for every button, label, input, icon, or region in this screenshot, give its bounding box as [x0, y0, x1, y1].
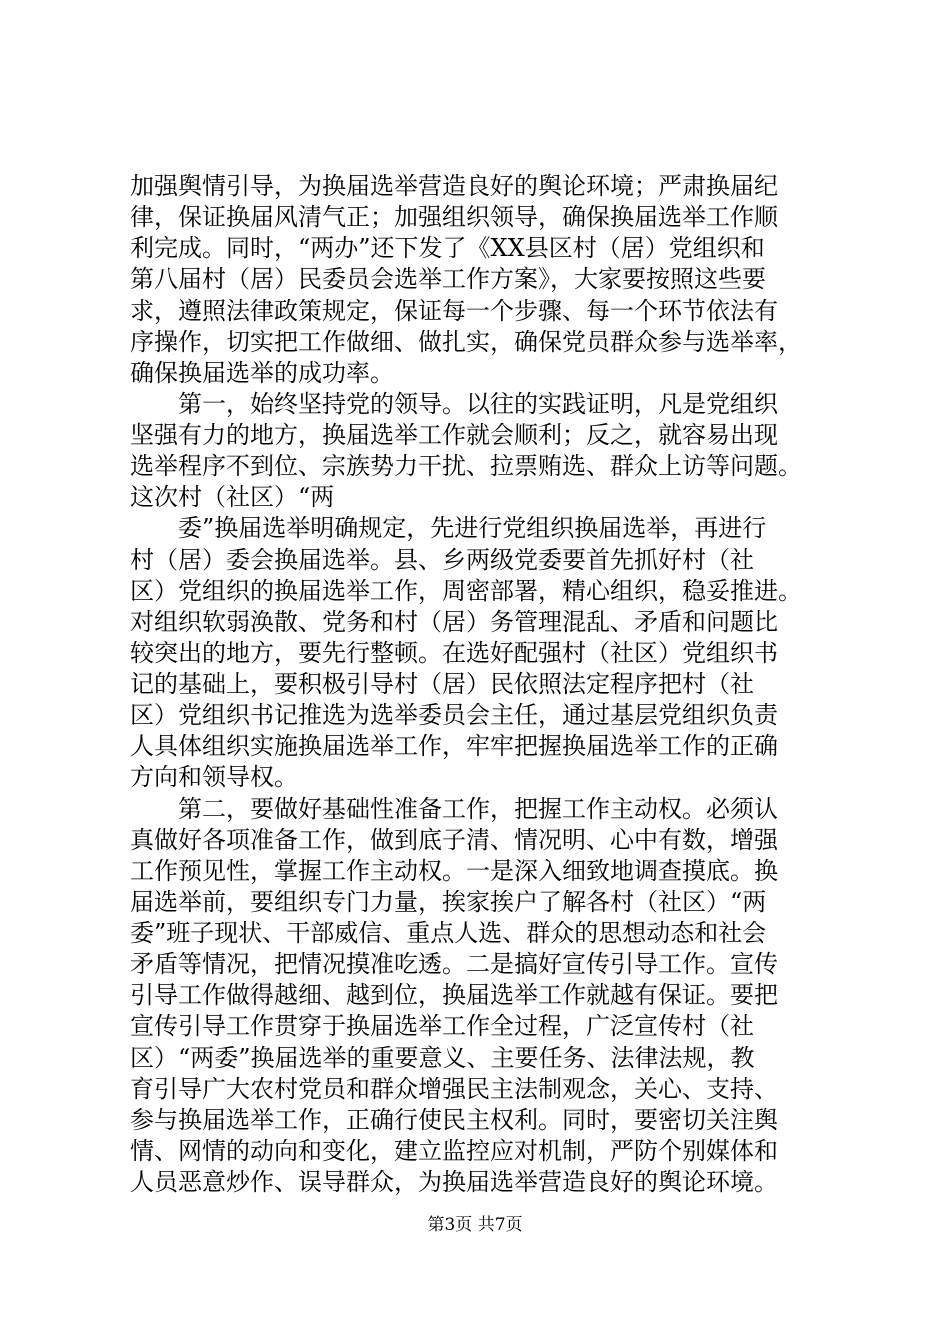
- body-text-line: 人员恶意炒作、误导群众，为换届选举营造良好的舆论环境。: [130, 1168, 778, 1196]
- body-text-line: 真做好各项准备工作，做到底子清、情况明、心中有数，增强: [130, 826, 778, 854]
- body-text-line: 区）党组织书记推选为选举委员会主任，通过基层党组织负责: [130, 701, 778, 729]
- page-number-footer: 第3页 共7页: [427, 1215, 523, 1235]
- body-text-line: 引导工作做得越细、越到位，换届选举工作就越有保证。要把: [130, 981, 778, 1009]
- body-text-line: 人具体组织实施换届选举工作，牢牢把握换届选举工作的正确: [130, 732, 778, 760]
- body-text-line: 第二，要做好基础性准备工作，把握工作主动权。必须认: [130, 795, 778, 823]
- body-text-line: 对组织软弱涣散、党务和村（居）务管理混乱、矛盾和问题比: [130, 608, 778, 636]
- body-text-line: 确保换届选举的成功率。: [130, 359, 394, 387]
- body-text-line: 育引导广大农村党员和群众增强民主法制观念，关心、支持、: [130, 1075, 778, 1103]
- body-text-line: 矛盾等情况，把情况摸准吃透。二是搞好宣传引导工作。宣传: [130, 950, 778, 978]
- body-text-line: 委”班子现状、干部威信、重点人选、群众的思想动态和社会: [130, 919, 767, 947]
- body-text-line: 利完成。同时，“两办”还下发了《XX县区村（居）党组织和: [130, 234, 765, 262]
- body-text-line: 序操作，切实把工作做细、做扎实，确保党员群众参与选举率，: [130, 328, 802, 356]
- body-text-line: 村（居）委会换届选举。县、乡两级党委要首先抓好村（社: [130, 546, 754, 574]
- body-text-line: 坚强有力的地方，换届选举工作就会顺利；反之，就容易出现: [130, 421, 778, 449]
- body-text-line: 工作预见性，掌握工作主动权。一是深入细致地调查摸底。换: [130, 857, 778, 885]
- body-text-line: 第一，始终坚持党的领导。以往的实践证明，凡是党组织: [130, 390, 778, 418]
- body-text-line: 律，保证换届风清气正；加强组织领导，确保换届选举工作顺: [130, 203, 778, 231]
- body-text-line: 第八届村（居）民委员会选举工作方案》，大家要按照这些要: [130, 265, 766, 293]
- body-text-line: 宣传引导工作贯穿于换届选举工作全过程，广泛宣传村（社: [130, 1012, 754, 1040]
- body-text-line: 较突出的地方，要先行整顿。在选好配强村（社区）党组织书: [130, 639, 778, 667]
- body-text-line: 参与换届选举工作，正确行使民主权利。同时，要密切关注舆: [130, 1106, 778, 1134]
- body-text-line: 加强舆情引导，为换届选举营造良好的舆论环境；严肃换届纪: [130, 172, 778, 200]
- body-text-line: 记的基础上，要积极引导村（居）民依照法定程序把村（社: [130, 670, 754, 698]
- body-text-line: 区）“两委”换届选举的重要意义、主要任务、法律法规，教: [130, 1044, 755, 1072]
- body-text-line: 这次村（社区）“两: [130, 483, 335, 511]
- body-text-line: 方向和领导权。: [130, 763, 298, 791]
- body-text-line: 选举程序不到位、宗族势力干扰、拉票贿选、群众上访等问题。: [130, 452, 802, 480]
- body-text-line: 求，遵照法律政策规定，保证每一个步骤、每一个环节依法有: [130, 297, 778, 325]
- body-text-line: 区）党组织的换届选举工作，周密部署，精心组织，稳妥推进。: [130, 577, 802, 605]
- body-text-line: 委”换届选举明确规定，先进行党组织换届选举，再进行: [130, 514, 767, 542]
- body-text-line: 情、网情的动向和变化，建立监控应对机制，严防个别媒体和: [130, 1137, 778, 1165]
- body-text-line: 届选举前，要组织专门力量，挨家挨户了解各村（社区）“两: [130, 888, 767, 916]
